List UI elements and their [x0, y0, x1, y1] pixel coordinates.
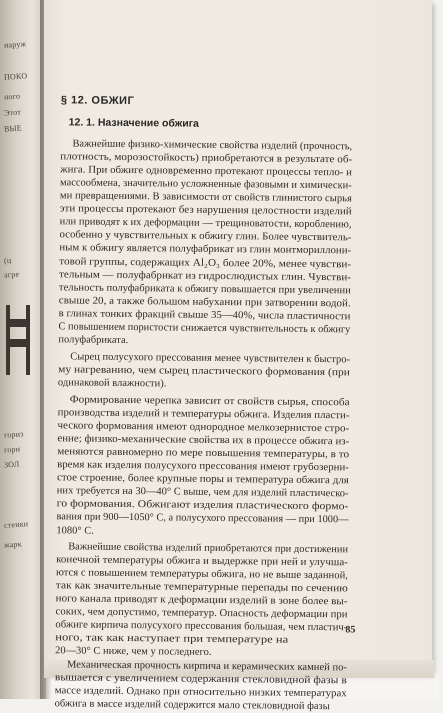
prev-page-fragment: ВЫЕ — [3, 123, 23, 134]
text-line: производства изделий и температуры обжига. Изделия пласти- — [57, 407, 350, 422]
prev-page-fragment: гориз — [3, 429, 24, 440]
text-line: так как значительные температурные перепады по сечению — [55, 579, 348, 595]
text-line: время как изделия полусухого прессования имеют грубозерни- — [57, 459, 350, 474]
text-line: вания при 900—1050° С, а полусухого прессования — при 1000— — [56, 511, 349, 526]
text-line: го формования. Обжигают изделия пластического формо- — [56, 498, 349, 513]
text-line: обжига в массе изделий содержится мало стекловидной фазы — [54, 698, 330, 713]
text-line: плотность, морозостойкость) приобретаются в результате об- — [60, 151, 353, 166]
page-number: 85 — [345, 624, 356, 636]
text-line: соких, чем допустимо, температур. Опасность деформации при — [55, 606, 348, 621]
prev-page-fragment: горн — [3, 444, 21, 455]
text-line: ного, так как наступает при температуре на — [55, 632, 289, 646]
prev-page-fragment: наруж — [3, 39, 27, 50]
text-line: Важнейшие свойства изделий приобретаются при достижении — [68, 540, 349, 555]
text-line: массе изделий. Однако при относительно низких температурах — [54, 685, 347, 700]
prev-page-fragment: ЗОЛ — [3, 459, 20, 470]
text-line: тельность полуфабриката к обжигу повышается при увеличении — [58, 281, 351, 296]
text-line: меняются равномерно по мере повышения температуры, в то — [57, 446, 350, 461]
text-line: или приводят к их деформации — трещиноватости, короблению, — [59, 216, 352, 231]
text-line: массообмена, значительно усложненные фазовыми и химически- — [59, 177, 352, 192]
text-line: тельным — полуфабрикат из гидрослюдистых глин. Чувстви- — [59, 268, 352, 283]
text-line: Формирование черепка зависит от свойств сырья, способа — [69, 394, 350, 409]
text-line: особенно у чувствительных к обжигу глин. Более чувствитель- — [59, 229, 352, 244]
prev-page-fragment: ного — [3, 91, 21, 102]
text-line: эти процессы протекают без нарушения целостности изделий — [59, 203, 352, 218]
text-line: вышается с увеличением содержания стекловидной фазы в — [54, 672, 347, 687]
prev-page-fragment: ПОКО — [3, 71, 28, 82]
text-line: полуфабриката. — [58, 334, 129, 346]
text-line: одинаковой влажности). — [57, 377, 167, 390]
text-line: 20—30° С ниже, чем у последнего. — [55, 645, 212, 658]
text-line: ным к обжигу является полуфабрикат из глин монтмориллони- — [59, 242, 352, 257]
text-line: Сырец полусухого прессования менее чувствителен к быстро- — [70, 351, 351, 366]
text-line: С повышением пористости снижается чувствительность к обжигу — [58, 320, 351, 336]
text-line: ение; физико-механические свойства их в процессе обжига из- — [57, 433, 350, 448]
text-line: ми превращениями. В зависимости от свойств глинистого сырья — [59, 190, 352, 205]
text-line: товой группы, содержащих Al₂O₃ более 20%, менее чувстви- — [59, 255, 352, 270]
text-line: конечной температуры обжига и выдержке при ней и улучша- — [56, 553, 349, 568]
text-line: ются с повышением температуры обжига, но не выше заданной, — [55, 566, 349, 581]
text-line: му нагреванию, чем сырец пластического формования (при — [58, 364, 350, 379]
prev-page-fragment: (ц — [3, 255, 12, 266]
text-line: жига. При обжиге одновременно протекают процессы тепло- и — [60, 164, 353, 179]
text-line: стое строение, более крупные поры и температура обжига для — [56, 472, 349, 487]
text-line: свыше 20, а также большом набухании при затворении водой. — [58, 294, 351, 309]
text-line: Механическая прочность кирпича и керамических камней по- — [66, 659, 348, 674]
text-line: обжиге кирпича полусухого прессования большая, чем пластич- — [55, 619, 348, 634]
prev-page-fragment: агре — [3, 269, 20, 280]
text-line: ного канала приводят к деформации изделий в зоне более вы- — [55, 592, 348, 608]
subsection-heading: 12. 1. Назначение обжига — [68, 116, 199, 130]
prev-page-fragment: жарк — [3, 539, 23, 550]
text-line: в глинах тонких фракций свыше 35—40%, числа пластичности — [58, 307, 351, 323]
text-line: Важнейшие физико-химические свойства изделий (прочность, — [72, 138, 353, 153]
text-line: ческого формования имеют однородное мелкозернистое стро- — [57, 420, 350, 435]
text-line: 1080° С. — [56, 524, 94, 537]
section-heading: § 12. ОБЖИГ — [60, 94, 135, 108]
prev-page-fragment: стенки — [3, 519, 29, 530]
prev-page-fragment: Этот — [3, 107, 22, 118]
text-line: них требуется на 30—40° С выше, чем для изделий пластическо- — [56, 485, 349, 500]
